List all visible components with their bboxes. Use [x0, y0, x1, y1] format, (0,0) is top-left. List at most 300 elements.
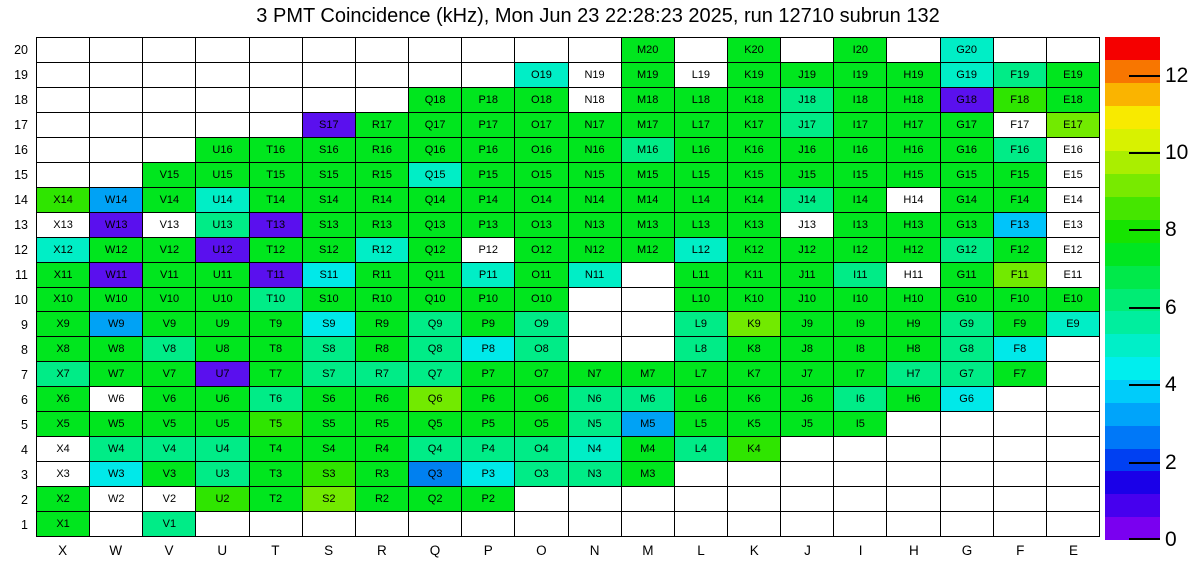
grid-cell: W5 [90, 412, 143, 437]
column-axis-label: P [483, 543, 493, 558]
grid-cell: U16 [196, 138, 249, 163]
grid-cell: F9 [994, 312, 1047, 337]
grid-cell: J19 [781, 63, 834, 88]
grid-cell: F13 [994, 213, 1047, 238]
grid-cell [994, 512, 1047, 537]
column-axis-label: T [271, 543, 280, 558]
grid-cell [1047, 337, 1100, 362]
grid-cell: M3 [622, 462, 675, 487]
grid-cell [834, 462, 887, 487]
grid-cell [143, 88, 196, 113]
grid-cell: R8 [356, 337, 409, 362]
grid-cell: R16 [356, 138, 409, 163]
colorbar-tick-label: 4 [1165, 373, 1177, 397]
colorbar-band [1105, 449, 1160, 472]
grid-cell: O4 [515, 437, 568, 462]
grid-cell: T11 [250, 263, 303, 288]
row-axis-label: 1 [21, 517, 28, 532]
grid-cell: S12 [303, 238, 356, 263]
colorbar-band [1105, 311, 1160, 334]
grid-cell: X14 [37, 188, 90, 213]
grid-cell: T2 [250, 487, 303, 512]
grid-cell [1047, 38, 1100, 63]
grid-cell: R9 [356, 312, 409, 337]
grid-cell: L7 [675, 362, 728, 387]
grid-cell: P15 [462, 163, 515, 188]
grid-cell: R3 [356, 462, 409, 487]
grid-cell: U3 [196, 462, 249, 487]
grid-cell: R5 [356, 412, 409, 437]
grid-cell: K13 [728, 213, 781, 238]
grid-cell: F16 [994, 138, 1047, 163]
grid-cell: U7 [196, 362, 249, 387]
grid-cell: T8 [250, 337, 303, 362]
grid-cell: O7 [515, 362, 568, 387]
grid-cell [356, 38, 409, 63]
grid-cell: K5 [728, 412, 781, 437]
grid-cell: G13 [941, 213, 994, 238]
grid-cell: H14 [887, 188, 940, 213]
grid-cell: P18 [462, 88, 515, 113]
grid-cell: S6 [303, 387, 356, 412]
grid-cell [675, 38, 728, 63]
grid-cell: X2 [37, 487, 90, 512]
grid-cell [196, 113, 249, 138]
grid-cell: Q2 [409, 487, 462, 512]
grid-cell: F15 [994, 163, 1047, 188]
grid-cell: K7 [728, 362, 781, 387]
grid-cell: K14 [728, 188, 781, 213]
grid-cell [834, 487, 887, 512]
column-axis-label: W [109, 543, 123, 558]
grid-cell: N3 [569, 462, 622, 487]
column-axis-label: M [642, 543, 654, 558]
grid-cell: I18 [834, 88, 887, 113]
grid-cell: Q10 [409, 288, 462, 313]
column-axis-label: I [858, 543, 863, 558]
grid-cell [941, 412, 994, 437]
grid-cell [994, 487, 1047, 512]
grid-cell [675, 462, 728, 487]
grid-cell [569, 312, 622, 337]
grid-cell: N17 [569, 113, 622, 138]
row-axis-label: 15 [14, 167, 28, 182]
grid-cell: W11 [90, 263, 143, 288]
grid-cell: G7 [941, 362, 994, 387]
grid-cell [37, 38, 90, 63]
column-axis-label: L [697, 543, 705, 558]
grid-cell: O17 [515, 113, 568, 138]
grid-cell [90, 512, 143, 537]
grid-cell [196, 63, 249, 88]
grid-cell: E14 [1047, 188, 1100, 213]
grid-cell [303, 38, 356, 63]
row-axis-label: 5 [21, 417, 28, 432]
grid-cell [409, 63, 462, 88]
grid-cell: W3 [90, 462, 143, 487]
grid-cell: O14 [515, 188, 568, 213]
grid-cell [1047, 512, 1100, 537]
grid-cell [37, 113, 90, 138]
colorbar-tick [1129, 384, 1160, 386]
colorbar-tick-label: 10 [1165, 141, 1189, 165]
grid-cell: K9 [728, 312, 781, 337]
grid-cell: Q14 [409, 188, 462, 213]
grid-cell: G6 [941, 387, 994, 412]
column-axis-label: N [589, 543, 600, 558]
row-axis-label: 4 [21, 442, 28, 457]
grid-cell [887, 487, 940, 512]
row-axis-label: 20 [14, 42, 28, 57]
grid-cell: U15 [196, 163, 249, 188]
grid-cell: O6 [515, 387, 568, 412]
column-axis-label: J [804, 543, 811, 558]
grid-cell [37, 88, 90, 113]
grid-cell: V15 [143, 163, 196, 188]
grid-cell: O5 [515, 412, 568, 437]
grid-cell: S10 [303, 288, 356, 313]
colorbar-tick-label: 12 [1165, 63, 1189, 87]
grid-cell [994, 38, 1047, 63]
grid-cell: U12 [196, 238, 249, 263]
grid-cell [1047, 462, 1100, 487]
grid-cell: E10 [1047, 288, 1100, 313]
grid-cell [196, 38, 249, 63]
grid-cell: E16 [1047, 138, 1100, 163]
grid-cell: U6 [196, 387, 249, 412]
row-axis-label: 2 [21, 492, 28, 507]
grid-cell: G20 [941, 38, 994, 63]
grid-cell [356, 512, 409, 537]
grid-cell [90, 88, 143, 113]
colorbar-band [1105, 37, 1160, 60]
grid-cell: L6 [675, 387, 728, 412]
grid-cell: K12 [728, 238, 781, 263]
grid-cell: I12 [834, 238, 887, 263]
grid-cell: X9 [37, 312, 90, 337]
grid-cell: T15 [250, 163, 303, 188]
grid-cell: M6 [622, 387, 675, 412]
grid-cell: Q18 [409, 88, 462, 113]
row-axis-label: 3 [21, 467, 28, 482]
grid-cell [994, 462, 1047, 487]
grid-cell: T5 [250, 412, 303, 437]
grid-cell: L19 [675, 63, 728, 88]
grid-cell: Q17 [409, 113, 462, 138]
grid-cell: J14 [781, 188, 834, 213]
column-axis-label: H [908, 543, 919, 558]
grid-cell [90, 163, 143, 188]
grid-cell: X1 [37, 512, 90, 537]
grid-cell [728, 512, 781, 537]
grid-cell [834, 512, 887, 537]
grid-cell: N13 [569, 213, 622, 238]
grid-cell [941, 437, 994, 462]
grid-cell: G8 [941, 337, 994, 362]
grid-cell: N6 [569, 387, 622, 412]
grid-cell: J13 [781, 213, 834, 238]
grid-cell [569, 38, 622, 63]
grid-cell: S16 [303, 138, 356, 163]
grid-cell: P4 [462, 437, 515, 462]
grid-cell [515, 38, 568, 63]
colorbar-band [1105, 174, 1160, 197]
grid-cell: R17 [356, 113, 409, 138]
grid-cell: X10 [37, 288, 90, 313]
grid-cell [622, 487, 675, 512]
grid-cell: L18 [675, 88, 728, 113]
grid-cell: V1 [143, 512, 196, 537]
grid-cell [834, 437, 887, 462]
grid-cell [781, 512, 834, 537]
grid-cell: R6 [356, 387, 409, 412]
grid-cell: U11 [196, 263, 249, 288]
grid-cell: H12 [887, 238, 940, 263]
grid-cell: K20 [728, 38, 781, 63]
column-axis-label: G [961, 543, 973, 558]
colorbar-band [1105, 106, 1160, 129]
grid-cell: V3 [143, 462, 196, 487]
grid-cell [143, 113, 196, 138]
grid-cell: O16 [515, 138, 568, 163]
column-axis-label: K [749, 543, 759, 558]
grid-cell: O9 [515, 312, 568, 337]
grid-cell [250, 113, 303, 138]
grid-cell: E13 [1047, 213, 1100, 238]
colorbar-band [1105, 60, 1160, 83]
grid-cell [143, 63, 196, 88]
grid-cell: N5 [569, 412, 622, 437]
grid-cell: T4 [250, 437, 303, 462]
grid-cell: T10 [250, 288, 303, 313]
grid-cell: H10 [887, 288, 940, 313]
colorbar-band [1105, 494, 1160, 517]
row-axis-label: 8 [21, 342, 28, 357]
grid-cell: I13 [834, 213, 887, 238]
row-axis-label: 6 [21, 392, 28, 407]
grid-cell: N12 [569, 238, 622, 263]
grid-cell: V12 [143, 238, 196, 263]
grid-cell: T7 [250, 362, 303, 387]
grid-cell: H9 [887, 312, 940, 337]
grid-cell: X3 [37, 462, 90, 487]
grid-cell: R4 [356, 437, 409, 462]
grid-cell: N19 [569, 63, 622, 88]
grid-cell: V8 [143, 337, 196, 362]
colorbar-band [1105, 357, 1160, 380]
grid-cell: L14 [675, 188, 728, 213]
grid-cell [1047, 362, 1100, 387]
grid-cell [569, 512, 622, 537]
grid-cell: Q4 [409, 437, 462, 462]
grid-cell [250, 38, 303, 63]
grid-cell: X6 [37, 387, 90, 412]
grid-cell [569, 337, 622, 362]
grid-cell: J9 [781, 312, 834, 337]
colorbar-band [1105, 334, 1160, 357]
grid-cell: X12 [37, 238, 90, 263]
grid-cell: V4 [143, 437, 196, 462]
grid-cell: M18 [622, 88, 675, 113]
grid-cell: N16 [569, 138, 622, 163]
colorbar-band [1105, 426, 1160, 449]
grid-cell [143, 38, 196, 63]
grid-cell [569, 487, 622, 512]
grid-cell: Q12 [409, 238, 462, 263]
grid-cell: J12 [781, 238, 834, 263]
grid-cell: R11 [356, 263, 409, 288]
grid-cell: R2 [356, 487, 409, 512]
grid-cell [409, 38, 462, 63]
page-title: 3 PMT Coincidence (kHz), Mon Jun 23 22:28:23 2025, run 12710 subrun 132 [256, 5, 940, 27]
grid-cell: L15 [675, 163, 728, 188]
grid-cell: M14 [622, 188, 675, 213]
grid-cell [37, 138, 90, 163]
grid-cell: T12 [250, 238, 303, 263]
grid-cell: J16 [781, 138, 834, 163]
grid-cell [250, 512, 303, 537]
grid-cell: M5 [622, 412, 675, 437]
colorbar-band [1105, 197, 1160, 220]
grid-cell: G18 [941, 88, 994, 113]
grid-cell: S9 [303, 312, 356, 337]
grid-cell: P5 [462, 412, 515, 437]
grid-cell: R12 [356, 238, 409, 263]
grid-cell: V11 [143, 263, 196, 288]
grid-cell: W8 [90, 337, 143, 362]
row-axis-label: 7 [21, 367, 28, 382]
grid-cell: P9 [462, 312, 515, 337]
grid-cell: P13 [462, 213, 515, 238]
grid-cell [941, 512, 994, 537]
grid-cell: K15 [728, 163, 781, 188]
grid-cell: F17 [994, 113, 1047, 138]
grid-cell [196, 88, 249, 113]
grid-cell: K16 [728, 138, 781, 163]
grid-cell [90, 63, 143, 88]
grid-cell [356, 63, 409, 88]
grid-cell: O19 [515, 63, 568, 88]
grid-cell: G17 [941, 113, 994, 138]
grid-cell: P6 [462, 387, 515, 412]
grid-cell [781, 437, 834, 462]
grid-cell: S3 [303, 462, 356, 487]
grid-cell: O11 [515, 263, 568, 288]
grid-cell [675, 512, 728, 537]
grid-cell: R15 [356, 163, 409, 188]
grid-cell: K6 [728, 387, 781, 412]
grid-cell [622, 337, 675, 362]
grid-cell: E15 [1047, 163, 1100, 188]
colorbar-tick-label: 0 [1165, 528, 1177, 551]
grid-cell: Q8 [409, 337, 462, 362]
grid-cell: P17 [462, 113, 515, 138]
grid-cell: Q7 [409, 362, 462, 387]
grid-cell: J5 [781, 412, 834, 437]
grid-cell: L17 [675, 113, 728, 138]
colorbar-tick-label: 8 [1165, 218, 1177, 242]
grid-cell: V14 [143, 188, 196, 213]
grid-cell: U2 [196, 487, 249, 512]
row-axis-label: 13 [14, 217, 28, 232]
grid-cell: F18 [994, 88, 1047, 113]
grid-cell: W4 [90, 437, 143, 462]
grid-cell: J6 [781, 387, 834, 412]
grid-cell: G15 [941, 163, 994, 188]
grid-cell: U8 [196, 337, 249, 362]
grid-cell: V2 [143, 487, 196, 512]
grid-cell: H17 [887, 113, 940, 138]
grid-cell: K17 [728, 113, 781, 138]
grid-cell: I16 [834, 138, 887, 163]
grid-cell: M4 [622, 437, 675, 462]
grid-cell: P11 [462, 263, 515, 288]
column-axis-label: E [1068, 543, 1078, 558]
grid-cell: L10 [675, 288, 728, 313]
grid-cell: J17 [781, 113, 834, 138]
grid-cell: Q5 [409, 412, 462, 437]
grid-cell: W9 [90, 312, 143, 337]
grid-cell [781, 487, 834, 512]
grid-cell: H15 [887, 163, 940, 188]
grid-cell: K11 [728, 263, 781, 288]
grid-cell: Q13 [409, 213, 462, 238]
grid-cell: M12 [622, 238, 675, 263]
grid-cell: E19 [1047, 63, 1100, 88]
grid-cell: T3 [250, 462, 303, 487]
grid-cell: M7 [622, 362, 675, 387]
grid-cell [887, 38, 940, 63]
grid-cell: X11 [37, 263, 90, 288]
grid-cell: N7 [569, 362, 622, 387]
grid-cell: S2 [303, 487, 356, 512]
grid-cell [303, 88, 356, 113]
row-axis-label: 11 [15, 267, 28, 282]
grid-cell: J15 [781, 163, 834, 188]
grid-cell [622, 512, 675, 537]
grid-cell: N15 [569, 163, 622, 188]
grid-cell: P12 [462, 238, 515, 263]
grid-cell [143, 138, 196, 163]
grid-cell: I20 [834, 38, 887, 63]
grid-cell [90, 38, 143, 63]
grid-cell: U5 [196, 412, 249, 437]
grid-cell: L11 [675, 263, 728, 288]
grid-cell: K19 [728, 63, 781, 88]
grid-cell [37, 63, 90, 88]
grid-cell: H8 [887, 337, 940, 362]
grid-cell: H16 [887, 138, 940, 163]
grid-cell: L5 [675, 412, 728, 437]
grid-cell: F14 [994, 188, 1047, 213]
grid-cell [781, 462, 834, 487]
grid-cell: R7 [356, 362, 409, 387]
row-axis-label: 12 [14, 242, 28, 257]
grid-cell [250, 63, 303, 88]
grid-cell: K18 [728, 88, 781, 113]
grid-cell: Q9 [409, 312, 462, 337]
grid-cell: I7 [834, 362, 887, 387]
grid-cell: N14 [569, 188, 622, 213]
grid-cell: U14 [196, 188, 249, 213]
grid-cell: S5 [303, 412, 356, 437]
grid-cell: Q3 [409, 462, 462, 487]
grid-cell: V10 [143, 288, 196, 313]
grid-cell [37, 163, 90, 188]
grid-cell [781, 38, 834, 63]
grid-cell: O13 [515, 213, 568, 238]
grid-cell: I17 [834, 113, 887, 138]
